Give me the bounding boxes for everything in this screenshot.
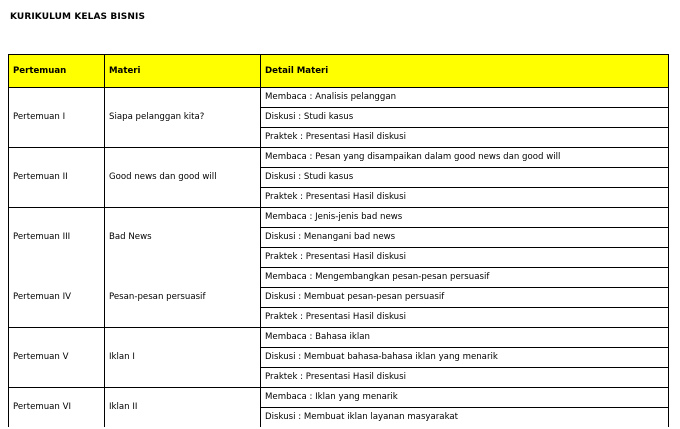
pertemuan-cell: Pertemuan III <box>9 208 105 268</box>
detail-cell: Diskusi : Membuat bahasa-bahasa iklan yang menarik <box>261 348 669 368</box>
table-row <box>9 208 669 228</box>
detail-cell: Praktek : Presentasi Hasil diskusi <box>261 368 669 388</box>
detail-cell: Diskusi : Membuat pesan-pesan persuasif <box>261 288 669 308</box>
detail-cell: Membaca : Jenis-jenis bad news <box>261 208 669 228</box>
detail-cell: Diskusi : Membuat iklan layanan masyarakat <box>261 408 669 428</box>
document-title: KURIKULUM KELAS BISNIS <box>10 12 146 22</box>
table-header-row <box>9 55 669 88</box>
detail-cell: Membaca : Mengembangkan pesan-pesan persuasif <box>261 268 669 288</box>
header-materi: Materi <box>105 55 261 88</box>
detail-cell: Diskusi : Studi kasus <box>261 108 669 128</box>
table-row <box>9 328 669 348</box>
table-row <box>9 148 669 168</box>
detail-cell: Praktek : Presentasi Hasil diskusi <box>261 248 669 268</box>
pertemuan-cell: Pertemuan VI <box>9 388 105 428</box>
pertemuan-cell: Pertemuan I <box>9 88 105 148</box>
detail-cell: Praktek : Presentasi Hasil diskusi <box>261 308 669 328</box>
pertemuan-cell: Pertemuan V <box>9 328 105 388</box>
materi-cell: Bad News <box>105 208 261 268</box>
table-row <box>9 88 669 108</box>
materi-cell: Siapa pelanggan kita? <box>105 88 261 148</box>
curriculum-table <box>8 54 669 427</box>
header-pertemuan: Pertemuan <box>9 55 105 88</box>
materi-cell: Iklan II <box>105 388 261 428</box>
pertemuan-cell: Pertemuan IV <box>9 268 105 328</box>
detail-cell: Praktek : Presentasi Hasil diskusi <box>261 188 669 208</box>
detail-cell: Diskusi : Menangani bad news <box>261 228 669 248</box>
table-row <box>9 388 669 408</box>
detail-cell: Membaca : Bahasa iklan <box>261 328 669 348</box>
materi-cell: Good news dan good will <box>105 148 261 208</box>
detail-cell: Diskusi : Studi kasus <box>261 168 669 188</box>
detail-cell: Membaca : Analisis pelanggan <box>261 88 669 108</box>
table-row <box>9 268 669 288</box>
pertemuan-cell: Pertemuan II <box>9 148 105 208</box>
header-detail-materi: Detail Materi <box>261 55 669 88</box>
detail-cell: Membaca : Pesan yang disampaikan dalam good news dan good will <box>261 148 669 168</box>
detail-cell: Praktek : Presentasi Hasil diskusi <box>261 128 669 148</box>
materi-cell: Pesan-pesan persuasif <box>105 268 261 328</box>
materi-cell: Iklan I <box>105 328 261 388</box>
detail-cell: Membaca : Iklan yang menarik <box>261 388 669 408</box>
